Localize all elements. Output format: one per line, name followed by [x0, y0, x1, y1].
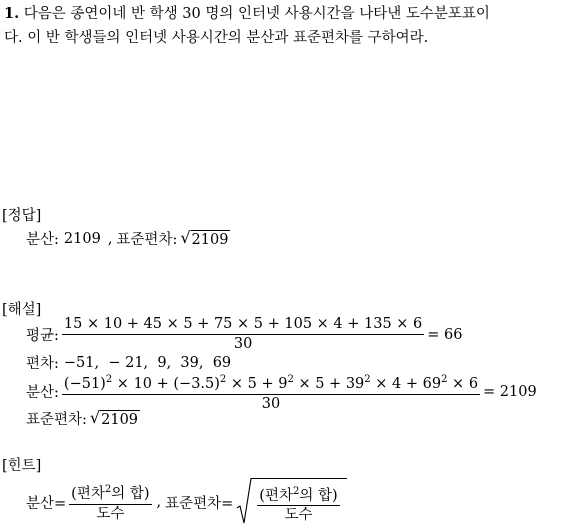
question-line-1: [4, 2, 490, 26]
question-line-2: [4, 26, 428, 50]
hint-header: [힌트]: [2, 458, 42, 474]
question-text-1: 다음은 종연이네 반 학생 30 명의 인터넷 사용시간을 나타낸 도수분포표이: [23, 6, 490, 22]
answer-header: [정답]: [2, 208, 42, 224]
question-number: 1.: [4, 5, 20, 22]
hint-separator: ,: [156, 494, 162, 510]
hint-variance-label: 분산=: [26, 495, 67, 512]
answer-std-sqrt: [180, 227, 230, 248]
answer-line: [26, 228, 230, 249]
answer-variance-value: 2109: [63, 230, 101, 247]
solution-variance-fraction: [62, 371, 480, 413]
answer-std-radicand: 2109: [191, 231, 229, 248]
question-text-2: 다. 이 반 학생들의 인터넷 사용시간의 분산과 표준편차를 구하여라.: [4, 30, 429, 46]
radical-sign-icon: [236, 478, 252, 526]
radical-sign-icon: √: [180, 227, 191, 247]
answer-variance-label: 분산:: [26, 232, 59, 248]
solution-mean-result: = 66: [427, 326, 463, 343]
solution-variance-line: [26, 371, 537, 413]
solution-deviation-values: −51, − 21, 9, 39, 69: [63, 354, 232, 371]
solution-std-radicand: 2109: [101, 411, 139, 428]
hint-variance-denominator: 도수: [69, 504, 151, 523]
solution-std-line: [26, 408, 140, 429]
solution-mean-denominator: 30: [62, 334, 424, 353]
hint-variance-fraction: [69, 481, 151, 523]
radical-sign-icon: √: [89, 407, 101, 427]
solution-mean-numerator: 15 × 10 + 45 × 5 + 75 × 5 + 105 × 4 + 135 × 6: [63, 316, 423, 332]
hint-line: [26, 478, 347, 526]
solution-mean-label: 평균:: [26, 328, 59, 344]
solution-variance-numerator: $(-51)^2 \times 10 + (-3.5)^2 \times 5 + 9^2 \times 5 + 39^2 \times 4 + 69^2 \times 6$: [63, 374, 479, 392]
solution-deviation-label: 편차:: [26, 356, 59, 372]
solution-std-label: 표준편차:: [26, 412, 87, 428]
solution-header: [해설]: [2, 302, 42, 318]
solution-mean-fraction: [62, 316, 424, 353]
solution-variance-label: 분산:: [26, 385, 59, 402]
hint-std-fraction: [257, 483, 339, 525]
solution-deviation-line: [26, 352, 231, 373]
hint-std-numerator: (편차$^2$의 합): [259, 485, 338, 504]
hint-variance-numerator: (편차$^2$의 합): [71, 484, 150, 502]
hint-std-sqrt: [236, 478, 346, 526]
hint-std-denominator: 도수: [257, 505, 339, 524]
solution-variance-result: = 2109: [483, 383, 537, 400]
solution-std-sqrt: [89, 407, 140, 428]
hint-std-label: 표준편차=: [165, 495, 234, 512]
answer-separator: ,: [107, 230, 113, 247]
solution-mean-line: [26, 316, 463, 353]
answer-std-label: 표준편차:: [116, 232, 178, 248]
solution-variance-denominator: 30: [62, 394, 480, 413]
